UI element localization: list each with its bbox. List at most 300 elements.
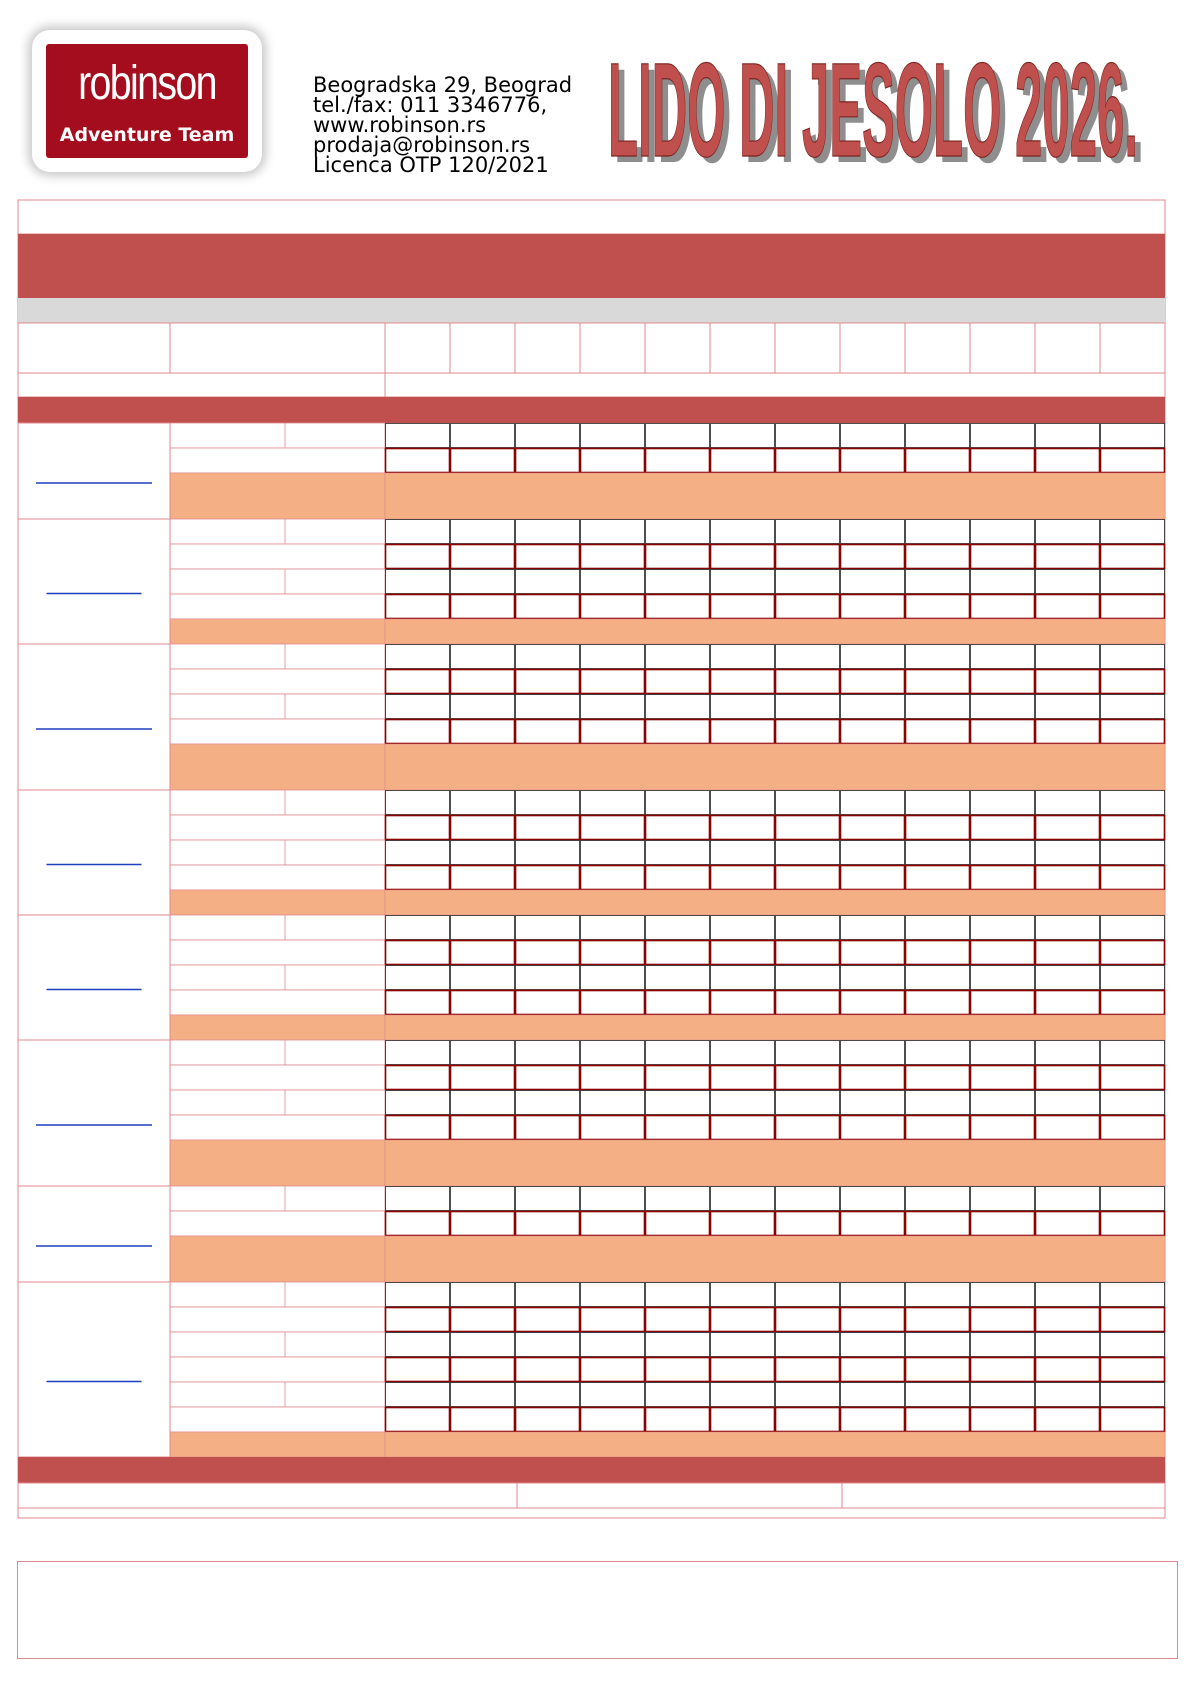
header-row-2 [18, 373, 1165, 397]
price-cell [581, 449, 645, 473]
logo-card [32, 30, 262, 172]
price-cell [581, 695, 645, 719]
price-cell [386, 916, 450, 940]
price-cell [451, 841, 515, 865]
price-cell [516, 1283, 580, 1307]
price-cell [971, 670, 1035, 694]
price-cell [906, 645, 970, 669]
price-cell [516, 841, 580, 865]
hotel-name-cell [18, 1186, 170, 1282]
price-cell [971, 1116, 1035, 1140]
agency-license: Licenca OTP 120/2021 [313, 153, 549, 177]
price-cell [646, 1383, 710, 1407]
price-cell [776, 1333, 840, 1357]
price-cell [971, 791, 1035, 815]
price-cell [776, 1116, 840, 1140]
price-cell [1101, 1333, 1165, 1357]
price-cell [516, 1041, 580, 1065]
price-cell [1101, 645, 1165, 669]
price-cell [516, 1408, 580, 1432]
agency-phone: tel./fax: 011 3346776, [313, 93, 548, 117]
price-cell [646, 424, 710, 448]
price-cell [711, 1308, 775, 1332]
page-title-shadow: LIDO DI JESOLO 2026. [614, 42, 1144, 178]
price-cell [516, 424, 580, 448]
price-cell [1101, 866, 1165, 890]
price-cell [841, 645, 905, 669]
price-cell [1101, 449, 1165, 473]
room-type-cell [170, 719, 385, 744]
price-cell [711, 720, 775, 744]
price-cell [451, 720, 515, 744]
price-cell [1101, 545, 1165, 569]
price-cell [971, 1041, 1035, 1065]
room-type-cell [170, 569, 385, 594]
price-cell [386, 866, 450, 890]
price-cell [906, 1408, 970, 1432]
hotel-name-cell [18, 790, 170, 915]
price-cell [711, 1041, 775, 1065]
price-cell [906, 424, 970, 448]
room-type-cell [170, 1090, 385, 1115]
room-type-cell [170, 594, 385, 619]
room-type-cell [170, 669, 385, 694]
hotel-name-cell [18, 423, 170, 519]
price-cell [516, 595, 580, 619]
price-cell [581, 1283, 645, 1307]
room-type-cell [170, 790, 385, 815]
price-cell [581, 424, 645, 448]
price-cell [906, 1187, 970, 1211]
price-cell [906, 1116, 970, 1140]
price-cell [386, 1041, 450, 1065]
price-cell [776, 520, 840, 544]
price-cell [581, 595, 645, 619]
hotel-note-bar [385, 1432, 1165, 1457]
price-cell [1036, 1041, 1100, 1065]
price-cell [1036, 1283, 1100, 1307]
price-cell [581, 1187, 645, 1211]
price-cell [1101, 916, 1165, 940]
price-cell [581, 570, 645, 594]
section-bar [18, 397, 1165, 423]
price-cell [971, 545, 1035, 569]
price-cell [451, 966, 515, 990]
hotel-note-bar [385, 1236, 1165, 1282]
price-cell [906, 449, 970, 473]
price-cell [776, 720, 840, 744]
price-cell [971, 695, 1035, 719]
price-cell [1101, 1091, 1165, 1115]
price-cell [581, 1116, 645, 1140]
price-cell [1036, 1408, 1100, 1432]
price-cell [581, 866, 645, 890]
price-cell [516, 449, 580, 473]
price-cell [386, 1408, 450, 1432]
price-cell [841, 816, 905, 840]
price-cell [711, 695, 775, 719]
price-cell [711, 545, 775, 569]
price-cell [841, 720, 905, 744]
price-cell [1101, 595, 1165, 619]
price-cell [841, 941, 905, 965]
price-cell [1036, 866, 1100, 890]
price-cell [906, 1212, 970, 1236]
room-type-cell [170, 865, 385, 890]
price-cell [386, 1066, 450, 1090]
page-header [0, 0, 1191, 195]
price-cell [516, 1358, 580, 1382]
price-cell [646, 1283, 710, 1307]
price-cell [971, 1091, 1035, 1115]
price-cell [971, 1358, 1035, 1382]
price-cell [581, 670, 645, 694]
price-cell [971, 424, 1035, 448]
price-cell [1101, 1041, 1165, 1065]
price-cell [451, 1408, 515, 1432]
price-cell [386, 670, 450, 694]
price-cell [386, 720, 450, 744]
price-cell [711, 645, 775, 669]
price-cell [1101, 670, 1165, 694]
header-row [18, 323, 1165, 373]
price-cell [841, 791, 905, 815]
room-type-cell [170, 990, 385, 1015]
price-cell [841, 1383, 905, 1407]
price-cell [581, 1041, 645, 1065]
price-cell [386, 1383, 450, 1407]
price-cell [1036, 670, 1100, 694]
price-cell [711, 791, 775, 815]
price-cell [516, 520, 580, 544]
price-cell [776, 1212, 840, 1236]
price-cell [386, 570, 450, 594]
logo-tagline: Adventure Team [59, 124, 235, 146]
price-cell [906, 991, 970, 1015]
price-cell [776, 1308, 840, 1332]
price-cell [581, 1358, 645, 1382]
price-cell [906, 816, 970, 840]
price-cell [711, 449, 775, 473]
hotel-note-bar [385, 473, 1165, 519]
price-cell [906, 595, 970, 619]
price-cell [581, 645, 645, 669]
price-cell [1036, 449, 1100, 473]
price-cell [1036, 695, 1100, 719]
price-cell [1036, 966, 1100, 990]
room-type-cell [170, 915, 385, 940]
notes-box [17, 1561, 1178, 1659]
hotel-note-bar [385, 890, 1165, 915]
hotel-name-cell [18, 1040, 170, 1186]
price-cell [971, 570, 1035, 594]
price-cell [776, 545, 840, 569]
price-cell [711, 570, 775, 594]
price-cell [581, 1091, 645, 1115]
price-cell [386, 545, 450, 569]
room-type-cell [170, 1307, 385, 1332]
price-cell [841, 1091, 905, 1115]
price-cell [841, 1283, 905, 1307]
price-cell [386, 424, 450, 448]
price-cell [1036, 1383, 1100, 1407]
price-cell [516, 720, 580, 744]
page-title-graphic [600, 28, 1160, 178]
price-cell [971, 816, 1035, 840]
price-cell [1036, 991, 1100, 1015]
room-type-cell [170, 940, 385, 965]
price-cell [1036, 941, 1100, 965]
hotel-note-label [170, 1140, 385, 1186]
price-cell [581, 1308, 645, 1332]
price-cell [841, 866, 905, 890]
price-cell [646, 670, 710, 694]
price-table [0, 195, 1191, 1535]
agency-website[interactable]: www.robinson.rs [313, 113, 487, 137]
price-cell [776, 916, 840, 940]
price-cell [1036, 1091, 1100, 1115]
price-cell [386, 966, 450, 990]
price-cell [971, 866, 1035, 890]
price-cell [646, 866, 710, 890]
price-cell [1036, 841, 1100, 865]
price-cell [451, 791, 515, 815]
room-type-cell [170, 1186, 385, 1211]
price-cell [711, 866, 775, 890]
price-cell [906, 1041, 970, 1065]
hotel-note-label [170, 744, 385, 790]
price-cell [646, 545, 710, 569]
price-cell [386, 1091, 450, 1115]
price-cell [386, 520, 450, 544]
room-type-cell [170, 1382, 385, 1407]
room-type-cell [170, 544, 385, 569]
price-cell [906, 695, 970, 719]
price-cell [841, 841, 905, 865]
price-cell [971, 841, 1035, 865]
price-cell [386, 791, 450, 815]
price-cell [906, 841, 970, 865]
price-cell [971, 645, 1035, 669]
price-cell [386, 1116, 450, 1140]
price-cell [516, 1383, 580, 1407]
price-cell [776, 1358, 840, 1382]
price-cell [581, 966, 645, 990]
price-cell [1101, 1283, 1165, 1307]
hotel-note-bar [385, 1015, 1165, 1040]
price-cell [646, 449, 710, 473]
price-cell [581, 1066, 645, 1090]
price-cell [646, 720, 710, 744]
room-type-cell [170, 1065, 385, 1090]
price-cell [516, 1212, 580, 1236]
hotel-note-label [170, 1236, 385, 1282]
price-cell [711, 1116, 775, 1140]
price-cell [776, 941, 840, 965]
room-type-cell [170, 423, 385, 448]
price-cell [776, 791, 840, 815]
price-cell [581, 916, 645, 940]
price-cell [776, 595, 840, 619]
price-cell [451, 866, 515, 890]
table-banner [18, 234, 1165, 298]
price-cell [711, 1066, 775, 1090]
price-cell [1101, 1383, 1165, 1407]
price-cell [451, 1333, 515, 1357]
table-subheader-strip [18, 298, 1165, 323]
price-cell [711, 1408, 775, 1432]
price-cell [841, 991, 905, 1015]
price-cell [646, 1358, 710, 1382]
price-cell [516, 545, 580, 569]
price-cell [776, 695, 840, 719]
price-cell [581, 941, 645, 965]
price-cell [516, 916, 580, 940]
price-cell [776, 1383, 840, 1407]
price-cell [776, 841, 840, 865]
price-cell [516, 941, 580, 965]
price-cell [451, 449, 515, 473]
price-cell [906, 670, 970, 694]
price-cell [776, 816, 840, 840]
price-cell [516, 866, 580, 890]
price-cell [1101, 1066, 1165, 1090]
price-cell [1036, 1212, 1100, 1236]
price-cell [386, 941, 450, 965]
price-cell [711, 941, 775, 965]
room-type-cell [170, 448, 385, 473]
price-cell [776, 449, 840, 473]
price-cell [841, 1308, 905, 1332]
price-cell [1101, 1358, 1165, 1382]
price-cell [841, 670, 905, 694]
price-cell [451, 695, 515, 719]
price-cell [451, 545, 515, 569]
price-cell [386, 695, 450, 719]
room-type-cell [170, 644, 385, 669]
price-cell [841, 449, 905, 473]
price-cell [386, 816, 450, 840]
price-cell [1101, 966, 1165, 990]
price-cell [776, 991, 840, 1015]
price-cell [841, 1212, 905, 1236]
price-cell [711, 1333, 775, 1357]
price-cell [646, 941, 710, 965]
price-cell [451, 1358, 515, 1382]
price-cell [906, 916, 970, 940]
price-cell [971, 916, 1035, 940]
price-cell [646, 1041, 710, 1065]
price-cell [776, 866, 840, 890]
price-cell [386, 1308, 450, 1332]
price-cell [451, 1283, 515, 1307]
price-cell [386, 1283, 450, 1307]
price-cell [711, 424, 775, 448]
price-cell [451, 1212, 515, 1236]
price-cell [646, 570, 710, 594]
price-cell [451, 595, 515, 619]
room-type-cell [170, 1332, 385, 1357]
price-cell [971, 1383, 1035, 1407]
hotel-name-cell [18, 644, 170, 790]
hotel-note-bar [385, 744, 1165, 790]
section-bar-bottom [18, 1457, 1165, 1483]
price-cell [1101, 720, 1165, 744]
price-cell [906, 545, 970, 569]
price-cell [386, 645, 450, 669]
price-cell [711, 841, 775, 865]
price-cell [581, 791, 645, 815]
price-cell [646, 1091, 710, 1115]
room-type-cell [170, 840, 385, 865]
price-cell [581, 1383, 645, 1407]
price-cell [516, 1066, 580, 1090]
price-cell [516, 570, 580, 594]
price-cell [1101, 941, 1165, 965]
price-cell [711, 916, 775, 940]
price-cell [971, 520, 1035, 544]
hotel-name-cell [18, 519, 170, 644]
price-cell [386, 991, 450, 1015]
price-cell [776, 424, 840, 448]
price-cell [646, 1187, 710, 1211]
price-cell [711, 816, 775, 840]
price-cell [646, 816, 710, 840]
price-cell [906, 1091, 970, 1115]
price-cell [776, 1066, 840, 1090]
price-cell [451, 991, 515, 1015]
hotel-name-cell [18, 915, 170, 1040]
price-cell [646, 1308, 710, 1332]
price-cell [711, 1187, 775, 1211]
price-cell [841, 1066, 905, 1090]
hotel-note-bar [385, 1140, 1165, 1186]
price-cell [841, 595, 905, 619]
room-type-cell [170, 1115, 385, 1140]
price-cell [1036, 424, 1100, 448]
price-cell [971, 1308, 1035, 1332]
price-cell [776, 966, 840, 990]
agency-email[interactable]: prodaja@robinson.rs [313, 133, 531, 157]
price-cell [1101, 816, 1165, 840]
price-cell [581, 545, 645, 569]
price-cell [1101, 1212, 1165, 1236]
hotel-note-label [170, 1432, 385, 1457]
price-cell [971, 1408, 1035, 1432]
price-cell [711, 520, 775, 544]
price-cell [711, 1283, 775, 1307]
price-cell [451, 645, 515, 669]
robinson-logo [46, 44, 248, 158]
logo-wordmark: robinson [78, 57, 216, 110]
price-cell [776, 645, 840, 669]
price-cell [516, 1116, 580, 1140]
price-cell [971, 941, 1035, 965]
price-cell [516, 1187, 580, 1211]
price-cell [581, 1333, 645, 1357]
price-cell [516, 695, 580, 719]
price-cell [906, 791, 970, 815]
price-cell [646, 966, 710, 990]
price-cell [971, 1333, 1035, 1357]
price-cell [516, 791, 580, 815]
price-cell [971, 966, 1035, 990]
room-type-cell [170, 519, 385, 544]
price-cell [581, 816, 645, 840]
price-cell [1036, 1066, 1100, 1090]
price-cell [451, 1116, 515, 1140]
price-cell [451, 916, 515, 940]
